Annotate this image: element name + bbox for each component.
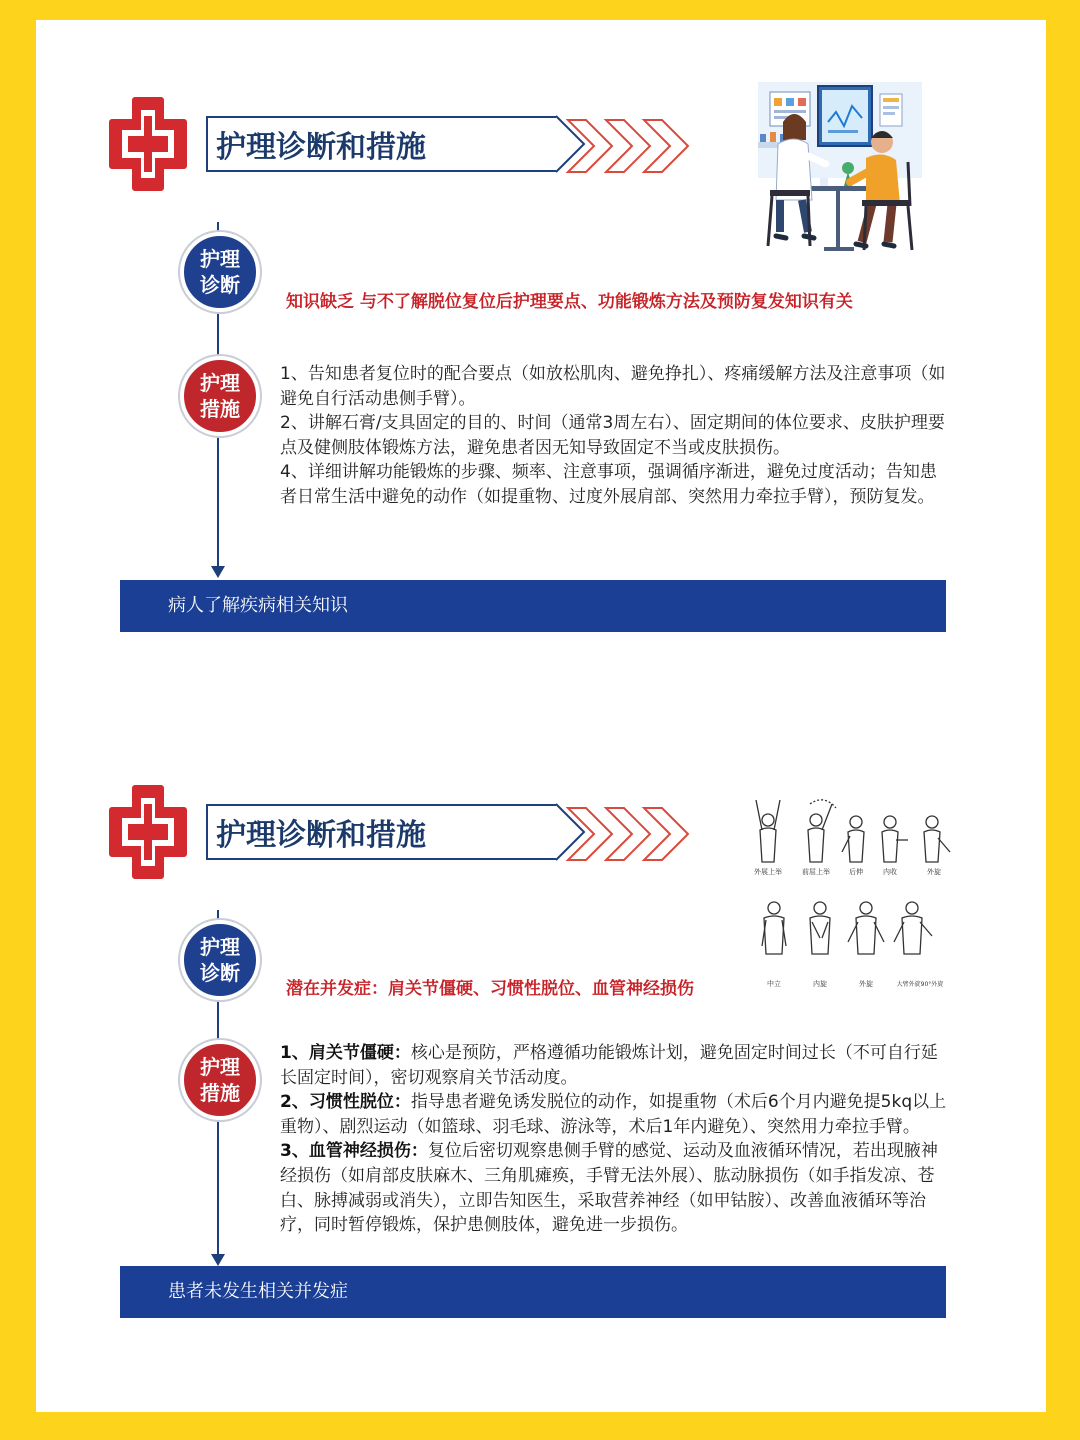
measure-item: 1、告知患者复位时的配合要点（如放松肌肉、避免挣扎）、疼痛缓解方法及注意事项（如避免自行活动患侧手臂）。 [280, 364, 946, 409]
exercise-label: 大臂外旋90°外旋 [896, 981, 944, 988]
diagnosis-badge: 护理 诊断 [180, 232, 260, 312]
red-cross-icon [108, 96, 188, 192]
measure-item: 4、详细讲解功能锻炼的步骤、频率、注意事项，强调循序渐进，避免过度活动；告知患者日常生活中避免的动作（如提重物、过度外展肩部、突然用力牵拉手臂），预防复发。 [280, 462, 937, 507]
exercise-label: 前屈上举 [802, 868, 830, 876]
measure-item: 2、讲解石膏/支具固定的目的、时间（通常3周左右）、固定期间的体位要求、皮肤护理要点及健侧肢体锻炼方法，避免患者因无知导致固定不当或皮肤损伤。 [280, 413, 945, 458]
shoulder-exercise-illustration [744, 796, 954, 996]
exercise-label: 外旋 [927, 868, 941, 876]
exercise-label: 后伸 [849, 868, 863, 876]
timeline-arrowhead [211, 566, 225, 578]
section-knowledge [0, 0, 1080, 650]
timeline-arrowhead [211, 1254, 225, 1266]
diagnosis-text: 知识缺乏 与不了解脱位复位后护理要点、功能锻炼方法及预防复发知识有关 [286, 292, 853, 312]
diagnosis-text: 潜在并发症：肩关节僵硬、习惯性脱位、血管神经损伤 [286, 979, 694, 999]
measure-item: 3、血管神经损伤：复位后密切观察患侧手臂的感觉、运动及血液循环情况，若出现腋神经损伤（如肩部皮肤麻木、三角肌瘫痪，手臂无法外展）、肱动脉损伤（如手指发凉、苍白、脉搏减弱或消失），立即告知医生，采取营养神经（如甲钴胺）、改善血液循环等治疗，同时暂停锻炼，保护患侧肢体，避免进一步损伤。 [280, 1141, 938, 1236]
chevron-arrows-icon [564, 804, 694, 864]
measures-text [280, 362, 952, 510]
exercise-label: 中立 [767, 980, 781, 988]
measures-text [280, 1041, 952, 1238]
red-cross-icon [108, 784, 188, 880]
measures-badge: 护理 措施 [180, 356, 260, 436]
section-title: 护理诊断和措施 [216, 130, 426, 165]
doctor-consultation-illustration [750, 82, 926, 262]
measure-item: 2、习惯性脱位：指导患者避免诱发脱位的动作，如提重物（术后6个月内避免提5kq以上重物）、剧烈运动（如篮球、羽毛球、游泳等，术后1年内避免）、突然用力牵拉手臂。 [280, 1092, 947, 1137]
exercise-label: 外展上举 [754, 868, 782, 876]
chevron-arrows-icon [564, 116, 694, 176]
exercise-label: 内旋 [813, 980, 827, 988]
exercise-label: 内收 [883, 868, 897, 876]
outcome-bar: 患者未发生相关并发症 [120, 1266, 946, 1318]
section-title: 护理诊断和措施 [216, 818, 426, 853]
outcome-bar: 病人了解疾病相关知识 [120, 580, 946, 632]
exercise-label: 外旋 [859, 980, 873, 988]
measure-item: 1、肩关节僵硬：核心是预防，严格遵循功能锻炼计划，避免固定时间过长（不可自行延长固定时间），密切观察肩关节活动度。 [280, 1043, 938, 1088]
diagnosis-badge: 护理 诊断 [180, 920, 260, 1000]
measures-badge: 护理 措施 [180, 1040, 260, 1120]
section-complications [0, 688, 1080, 1338]
